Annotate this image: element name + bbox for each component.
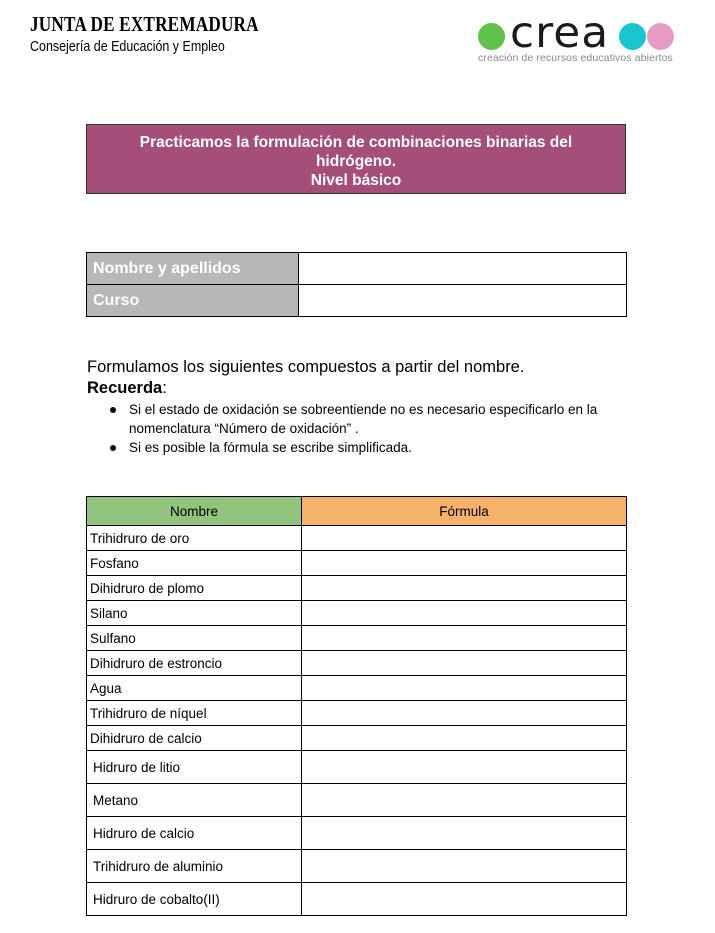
formula-answer-field[interactable] (302, 676, 627, 701)
instructions (87, 357, 647, 457)
junta-extremadura-logo (30, 12, 309, 56)
table-row (87, 626, 627, 651)
formula-answer-field[interactable] (302, 526, 627, 551)
compound-name: Dihidruro de estroncio (87, 651, 302, 676)
formula-answer-field[interactable] (302, 850, 627, 883)
formula-answer-field[interactable] (302, 701, 627, 726)
compound-name: Sulfano (87, 626, 302, 651)
course-label: Curso (87, 285, 299, 317)
name-column-header: Nombre (87, 497, 302, 526)
table-row (87, 784, 627, 817)
table-row (87, 883, 627, 916)
green-dot-icon (478, 23, 505, 50)
formula-answer-field[interactable] (302, 576, 627, 601)
formula-answer-field[interactable] (302, 651, 627, 676)
reminder-label: Recuerda (87, 379, 163, 397)
formula-answer-field[interactable] (302, 601, 627, 626)
instructions-intro: Formulamos los siguientes compuestos a partir del nombre. (87, 358, 525, 376)
table-row (87, 526, 627, 551)
table-row (87, 576, 627, 601)
pink-dot-icon (647, 23, 674, 50)
worksheet-title (86, 124, 626, 194)
table-row (87, 676, 627, 701)
compound-name: Metano (87, 784, 302, 817)
compound-name: Hidruro de cobalto(II) (87, 883, 302, 916)
table-row (87, 551, 627, 576)
compound-name: Trihidruro de níquel (87, 701, 302, 726)
formula-answer-field[interactable] (302, 784, 627, 817)
crea-logo (476, 8, 681, 66)
table-row (87, 817, 627, 850)
compound-name: Dihidruro de calcio (87, 726, 302, 751)
compound-name: Trihidruro de aluminio (87, 850, 302, 883)
table-row (87, 601, 627, 626)
formula-answer-field[interactable] (302, 751, 627, 784)
reminder-item-text: Si es posible la fórmula se escribe simplificada. (129, 440, 412, 455)
table-row (87, 701, 627, 726)
compounds-table (86, 496, 627, 916)
student-name-row (87, 253, 627, 285)
reminder-item (87, 400, 629, 438)
course-row (87, 285, 627, 317)
department-name: Consejería de Educación y Empleo (30, 39, 225, 55)
compound-name: Trihidruro de oro (87, 526, 302, 551)
formula-answer-field[interactable] (302, 626, 627, 651)
table-row (87, 726, 627, 751)
compound-name: Hidruro de calcio (87, 817, 302, 850)
bullet-icon (110, 407, 116, 413)
title-line-2: hidrógeno. (315, 153, 397, 170)
compound-name: Hidruro de litio (87, 751, 302, 784)
cyan-dot-icon (619, 23, 646, 50)
compound-name: Fosfano (87, 551, 302, 576)
table-row (87, 751, 627, 784)
compound-name: Silano (87, 601, 302, 626)
student-name-field[interactable] (299, 253, 627, 285)
table-row (87, 850, 627, 883)
crea-tagline: creación de recursos educativos abiertos (478, 52, 673, 64)
reminder-heading (87, 378, 647, 398)
reminder-list (87, 400, 647, 457)
student-info-table (86, 252, 627, 317)
formula-column-header: Fórmula (302, 497, 627, 526)
reminder-item-text: Si el estado de oxidación se sobreentiende no es necesario especificarlo en la nomenclatura “Número de oxidación” . (129, 402, 598, 436)
reminder-item (87, 438, 629, 457)
formula-answer-field[interactable] (302, 817, 627, 850)
reminder-colon: : (162, 379, 167, 397)
compound-name: Dihidruro de plomo (87, 576, 302, 601)
crea-wordmark: crea (510, 8, 610, 58)
formula-answer-field[interactable] (302, 551, 627, 576)
title-line-1: Practicamos la formulación de combinaciones binarias del (139, 134, 573, 151)
formula-answer-field[interactable] (302, 883, 627, 916)
compound-name: Agua (87, 676, 302, 701)
formula-answer-field[interactable] (302, 726, 627, 751)
student-name-label: Nombre y apellidos (87, 253, 299, 285)
course-field[interactable] (299, 285, 627, 317)
table-header-row (87, 497, 627, 526)
bullet-icon (110, 445, 116, 451)
institution-name: JUNTA DE EXTREMADURA (30, 12, 259, 36)
title-line-3: Nivel básico (310, 172, 402, 189)
table-row (87, 651, 627, 676)
